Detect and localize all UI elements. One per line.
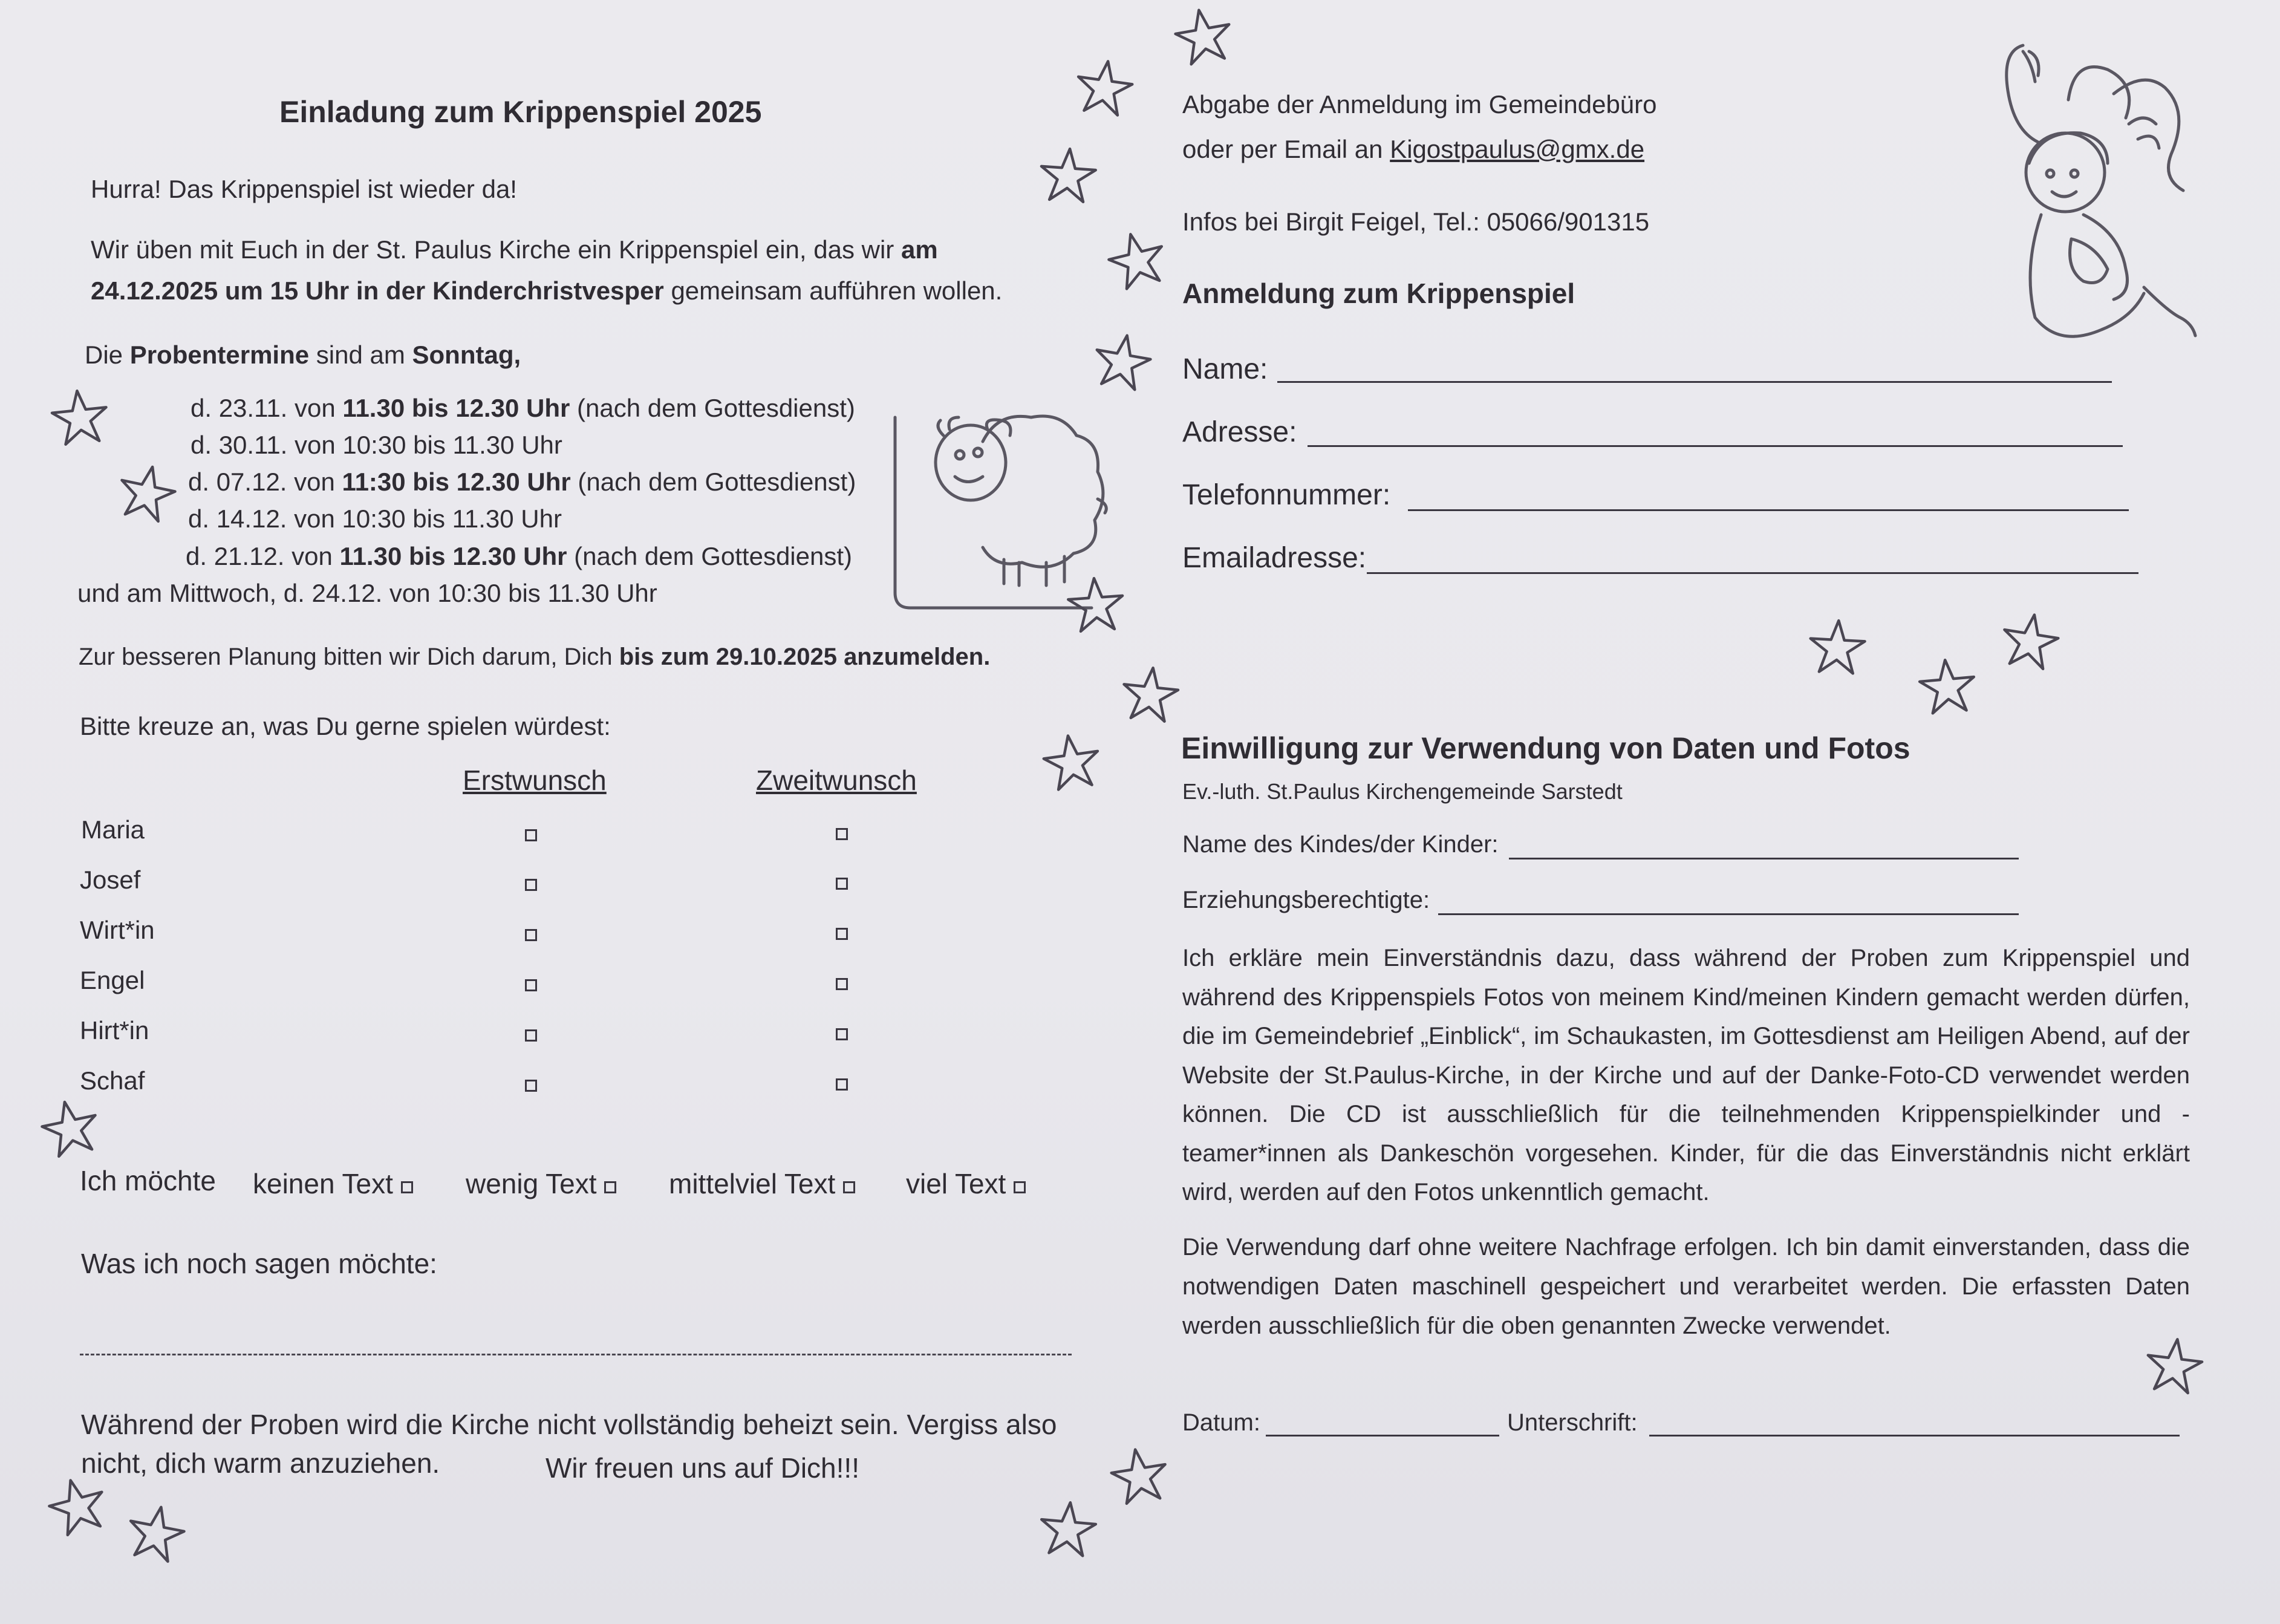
role-label-josef: Josef	[80, 866, 141, 894]
deadline-text: Zur besseren Planung bitten wir Dich darum, Dich	[79, 644, 619, 670]
col-header-first-choice: Erstwunsch	[463, 765, 607, 796]
greeting: Hurra! Das Krippenspiel ist wieder da!	[91, 175, 517, 203]
star-icon	[117, 463, 177, 523]
child-name-field[interactable]	[1509, 858, 2019, 859]
contact-info: Infos bei Birgit Feigel, Tel.: 05066/901315	[1182, 207, 1650, 236]
comment-line[interactable]	[80, 1354, 1072, 1355]
date-label: Datum:	[1182, 1409, 1260, 1436]
text-pref-much	[906, 1167, 1026, 1201]
warm-note-2: nicht, dich warm anzuziehen.	[81, 1447, 440, 1479]
star-icon	[126, 1503, 186, 1564]
consent-title: Einwilligung zur Verwendung von Daten und Fotos	[1181, 731, 1910, 765]
star-icon	[1038, 1499, 1098, 1559]
date-note: (nach dem Gottesdienst)	[570, 394, 855, 422]
star-icon	[1109, 1446, 1170, 1506]
intro-text-am: am	[901, 235, 938, 264]
email-label: Emailadresse:	[1182, 542, 1367, 574]
star-icon	[1107, 230, 1167, 290]
address-field[interactable]	[1308, 445, 2123, 447]
performance-date: 24.12.2025 um 15 Uhr in der Kinderchristvesper	[91, 276, 664, 305]
date-time: 11.30 bis 12.30 Uhr	[339, 542, 567, 570]
checkbox-no-text[interactable]	[401, 1181, 413, 1193]
rehearsal-intro	[85, 340, 521, 370]
child-name-label: Name des Kindes/der Kinder:	[1182, 831, 1499, 858]
star-icon	[1066, 575, 1126, 635]
option-label: viel Text	[906, 1168, 1006, 1199]
email-link[interactable]: Kigostpaulus@gmx.de	[1390, 135, 1645, 163]
intro-line-1	[91, 235, 938, 265]
rehearsal-date-1	[191, 393, 855, 423]
star-icon	[1120, 664, 1181, 725]
date-field[interactable]	[1266, 1435, 1499, 1436]
registration-deadline	[79, 642, 990, 671]
angel-icon	[1962, 33, 2229, 384]
parish-name: Ev.-luth. St.Paulus Kirchengemeinde Sarstedt	[1182, 779, 1623, 804]
checkbox-josef-second[interactable]	[836, 878, 848, 890]
signature-field[interactable]	[1649, 1435, 2180, 1436]
date-note: (nach dem Gottesdienst)	[567, 542, 853, 570]
checkbox-maria-second[interactable]	[836, 828, 848, 840]
name-label: Name:	[1182, 353, 1268, 385]
star-icon	[2000, 611, 2060, 671]
role-label-engel: Engel	[80, 966, 145, 994]
rehearsal-date-3	[188, 467, 856, 497]
consent-paragraph-2: Die Verwendung darf ohne weitere Nachfrage erfolgen. Ich bin damit einverstanden, dass die notwendigen Daten maschinell gespeichert und verarbeitet werden. Die erfassten Daten werden ausschließlich für die oben genannten Zwecke verwendet.	[1182, 1234, 2190, 1339]
date-text: d. 07.12. von	[188, 468, 342, 496]
checkbox-engel-first[interactable]	[525, 979, 537, 991]
star-icon	[1074, 57, 1135, 118]
rehearsal-date-2	[191, 430, 562, 460]
option-label: keinen Text	[253, 1168, 393, 1199]
col-header-second-choice: Zweitwunsch	[756, 765, 917, 796]
submit-info-1: Abgabe der Anmeldung im Gemeindebüro	[1182, 90, 1657, 119]
date-time: 11:30 bis 12.30 Uhr	[342, 468, 571, 496]
checkbox-medium-text[interactable]	[843, 1181, 855, 1193]
role-label-maria: Maria	[81, 815, 145, 844]
text-pref-little	[466, 1167, 616, 1201]
signature-label: Unterschrift:	[1507, 1409, 1638, 1436]
deadline-date: bis zum 29.10.2025 anzumelden.	[619, 644, 991, 670]
choose-instruction: Bitte kreuze an, was Du gerne spielen würdest:	[80, 712, 611, 740]
checkbox-hirt-second[interactable]	[836, 1028, 848, 1040]
star-icon	[1038, 145, 1098, 206]
rehearsal-date-5	[186, 541, 852, 572]
star-icon	[1173, 6, 1234, 67]
rehearsal-label: Probentermine	[129, 341, 310, 369]
checkbox-engel-second[interactable]	[836, 978, 848, 990]
email-field[interactable]	[1367, 572, 2138, 574]
star-icon	[1917, 656, 1978, 717]
star-icon	[40, 1098, 100, 1158]
star-icon	[1092, 331, 1153, 392]
checkbox-hirt-first[interactable]	[525, 1029, 537, 1042]
option-label: mittelviel Text	[669, 1168, 836, 1199]
date-time: 11.30 bis 12.30 Uhr	[342, 394, 570, 422]
comment-label: Was ich noch sagen möchte:	[81, 1248, 437, 1279]
date-text: d. 23.11. von	[191, 394, 343, 422]
text-pref-medium	[669, 1167, 855, 1201]
date-text: d. 14.12. von 10:30 bis 11.30 Uhr	[188, 504, 562, 533]
checkbox-wirt-second[interactable]	[836, 928, 848, 940]
wednesday-date: und am Mittwoch, d. 24.12. von 10:30 bis 11.30 Uhr	[77, 579, 657, 607]
date-note: (nach dem Gottesdienst)	[570, 468, 856, 496]
role-label-hirt: Hirt*in	[80, 1016, 149, 1045]
text-pref-label: Ich möchte	[80, 1165, 216, 1196]
checkbox-wirt-first[interactable]	[525, 929, 537, 941]
submit-info-2	[1182, 134, 1644, 165]
closing-line: Wir freuen uns auf Dich!!!	[546, 1452, 859, 1484]
checkbox-schaf-first[interactable]	[525, 1080, 537, 1092]
role-label-wirt: Wirt*in	[80, 916, 155, 944]
registration-title: Anmeldung zum Krippenspiel	[1182, 278, 1575, 309]
guardian-label: Erziehungsberechtigte:	[1182, 887, 1430, 913]
consent-paragraph-1: Ich erkläre mein Einverständnis dazu, dass während der Proben zum Krippenspiel und während des Krippenspiels Fotos von meinem Kind/meinen Kindern gemacht werden dürfen, die im Gemeindebrief „Einblick“, im Schaukasten, im Gottesdienst am Heiligen Abend, auf der Website der St.Paulus-Kirche, in der Kirche und auf der Danke-Foto-CD verwendet werden können. Die CD ist ausschließlich für die teilnehmenden Krippenspielkinder und -teamer*innen als Dankeschön vorgesehen. Kinder, für die das Einverständnis nicht erklärt wird, werden auf den Fotos unkenntlich gemacht.	[1182, 945, 2190, 1205]
guardian-field[interactable]	[1438, 913, 2019, 915]
role-label-schaf: Schaf	[80, 1066, 145, 1095]
submit-info-text: oder per Email an	[1182, 135, 1390, 163]
star-icon	[1041, 732, 1102, 792]
phone-field[interactable]	[1408, 509, 2129, 511]
option-label: wenig Text	[466, 1168, 597, 1199]
star-icon	[50, 387, 110, 448]
rehearsal-day: Sonntag,	[412, 341, 521, 369]
rehearsal-intro-a: Die	[85, 341, 130, 369]
text-pref-none	[253, 1167, 413, 1201]
checkbox-little-text[interactable]	[604, 1181, 616, 1193]
intro-text-b: gemeinsam aufführen wollen.	[663, 276, 1003, 305]
rehearsal-intro-b: sind am	[309, 341, 412, 369]
address-label: Adresse:	[1182, 416, 1297, 448]
star-icon	[47, 1476, 108, 1536]
date-text: d. 21.12. von	[186, 542, 340, 570]
checkbox-maria-first[interactable]	[525, 829, 537, 841]
warm-note-1: Während der Proben wird die Kirche nicht vollständig beheizt sein. Vergiss also	[81, 1409, 1057, 1440]
checkbox-much-text[interactable]	[1014, 1181, 1026, 1193]
intro-line-2	[91, 276, 1002, 306]
checkbox-schaf-second[interactable]	[836, 1078, 848, 1091]
page-title: Einladung zum Krippenspiel 2025	[279, 95, 762, 129]
intro-text-a: Wir üben mit Euch in der St. Paulus Kirche ein Krippenspiel ein, das wir	[91, 235, 901, 264]
date-text: d. 30.11. von 10:30 bis 11.30 Uhr	[191, 431, 562, 459]
checkbox-josef-first[interactable]	[525, 879, 537, 891]
star-icon	[1807, 617, 1868, 677]
star-icon	[2144, 1335, 2204, 1396]
rehearsal-date-4	[188, 504, 562, 534]
phone-label: Telefonnummer:	[1182, 479, 1391, 511]
